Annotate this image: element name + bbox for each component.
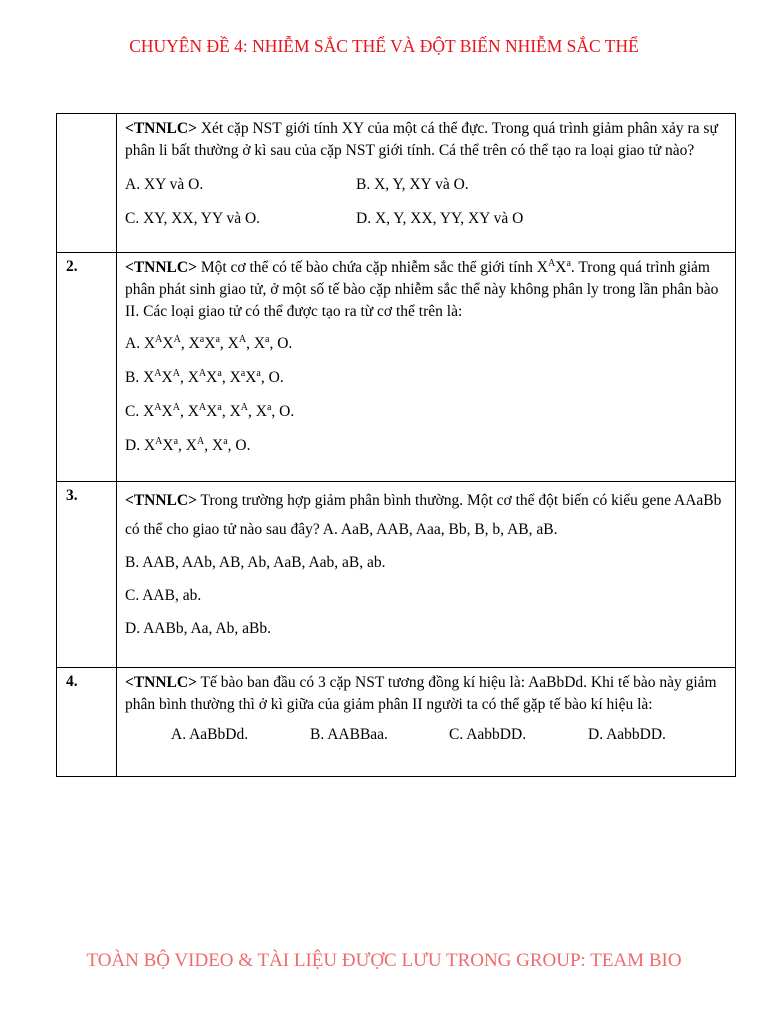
option-d: D. $X^AX^a$, $X^A$, $X^a$, O.: [125, 435, 251, 454]
question-tag: <TNNLC>: [125, 120, 197, 137]
question-number: 3.: [57, 482, 117, 668]
question-body: [117, 253, 736, 482]
question-body: [117, 114, 736, 253]
question-number: 2.: [57, 253, 117, 482]
option-b: B. $X^AX^A$, $X^AX^a$, $X^aX^a$, O.: [125, 367, 284, 386]
question-body: [117, 482, 736, 668]
option-c: C. AAB, ab.: [125, 587, 202, 604]
option-row: [125, 724, 727, 746]
question-number: 4.: [57, 668, 117, 777]
question-row: [57, 253, 736, 482]
option-c: C. XY, XX, YY và O.: [125, 210, 261, 227]
question-table: [56, 113, 736, 777]
question-stem: <TNNLC> Tế bào ban đầu có 3 cặp NST tương đồng kí hiệu là: AaBbDd. Khi tế bào này giảm phân bình thường thì ở kì giữa của giảm phân II người ta có thể gặp tế bào kí hiệu là:: [125, 674, 717, 713]
option-b: B. X, Y, XY và O.: [356, 176, 469, 193]
question-stem: <TNNLC> Xét cặp NST giới tính XY của một cá thể đực. Trong quá trình giảm phân xảy ra sự phân li bất thường ở kì sau của cặp NST giới tính. Cá thể trên có thể tạo ra loại giao tử nào?: [125, 120, 718, 159]
option-d: D. X, Y, XX, YY, XY và O: [356, 210, 524, 227]
page-header: CHUYÊN ĐỀ 4: NHIỄM SẮC THỂ VÀ ĐỘT BIẾN NHIỄM SẮC THỂ: [129, 36, 639, 56]
question-tag: <TNNLC>: [125, 259, 197, 276]
question-body: [117, 668, 736, 777]
question-tag: <TNNLC>: [125, 492, 197, 509]
option-c: C. $X^AX^A$, $X^AX^a$, $X^A$, $X^a$, O.: [125, 401, 295, 420]
option-d: D. AabbDD.: [588, 726, 666, 743]
option-c: C. AabbDD.: [449, 726, 527, 743]
page-footer: TOÀN BỘ VIDEO & TÀI LIỆU ĐƯỢC LƯU TRONG GROUP: TEAM BIO: [86, 950, 682, 971]
option-b: B. AABBaa.: [310, 726, 388, 743]
question-stem: <TNNLC> Trong trường hợp giảm phân bình thường. Một cơ thể đột biến có kiểu gene AAaBb có thể cho giao tử nào sau đây? A. AaB, AAB, Aaa, Bb, B, b, AB, aB.: [125, 492, 722, 538]
question-number: [57, 114, 117, 253]
option-a: A. AaBbDd.: [171, 726, 249, 743]
question-stem: <TNNLC> Một cơ thể có tế bào chứa cặp nhiễm sắc thể giới tính $X^AX^a$. Trong quá trình giảm phân phát sinh giao tử, ở một số tế bào cặp nhiễm sắc thể này không phân ly trong lần phân bào II. Các loại giao tử có thể được tạo ra từ cơ thể trên là:: [125, 257, 719, 320]
question-tag: <TNNLC>: [125, 674, 197, 691]
option-row: [125, 174, 727, 196]
question-row: [57, 668, 736, 777]
option-a: A. $X^AX^A$, $X^aX^a$, $X^A$, $X^a$, O.: [125, 333, 293, 352]
option-row: [125, 208, 727, 230]
question-row: [57, 114, 736, 253]
question-row: [57, 482, 736, 668]
option-d: D. AABb, Aa, Ab, aBb.: [125, 620, 271, 637]
option-a: A. XY và O.: [125, 176, 204, 193]
option-b: B. AAB, AAb, AB, Ab, AaB, Aab, aB, ab.: [125, 554, 386, 571]
